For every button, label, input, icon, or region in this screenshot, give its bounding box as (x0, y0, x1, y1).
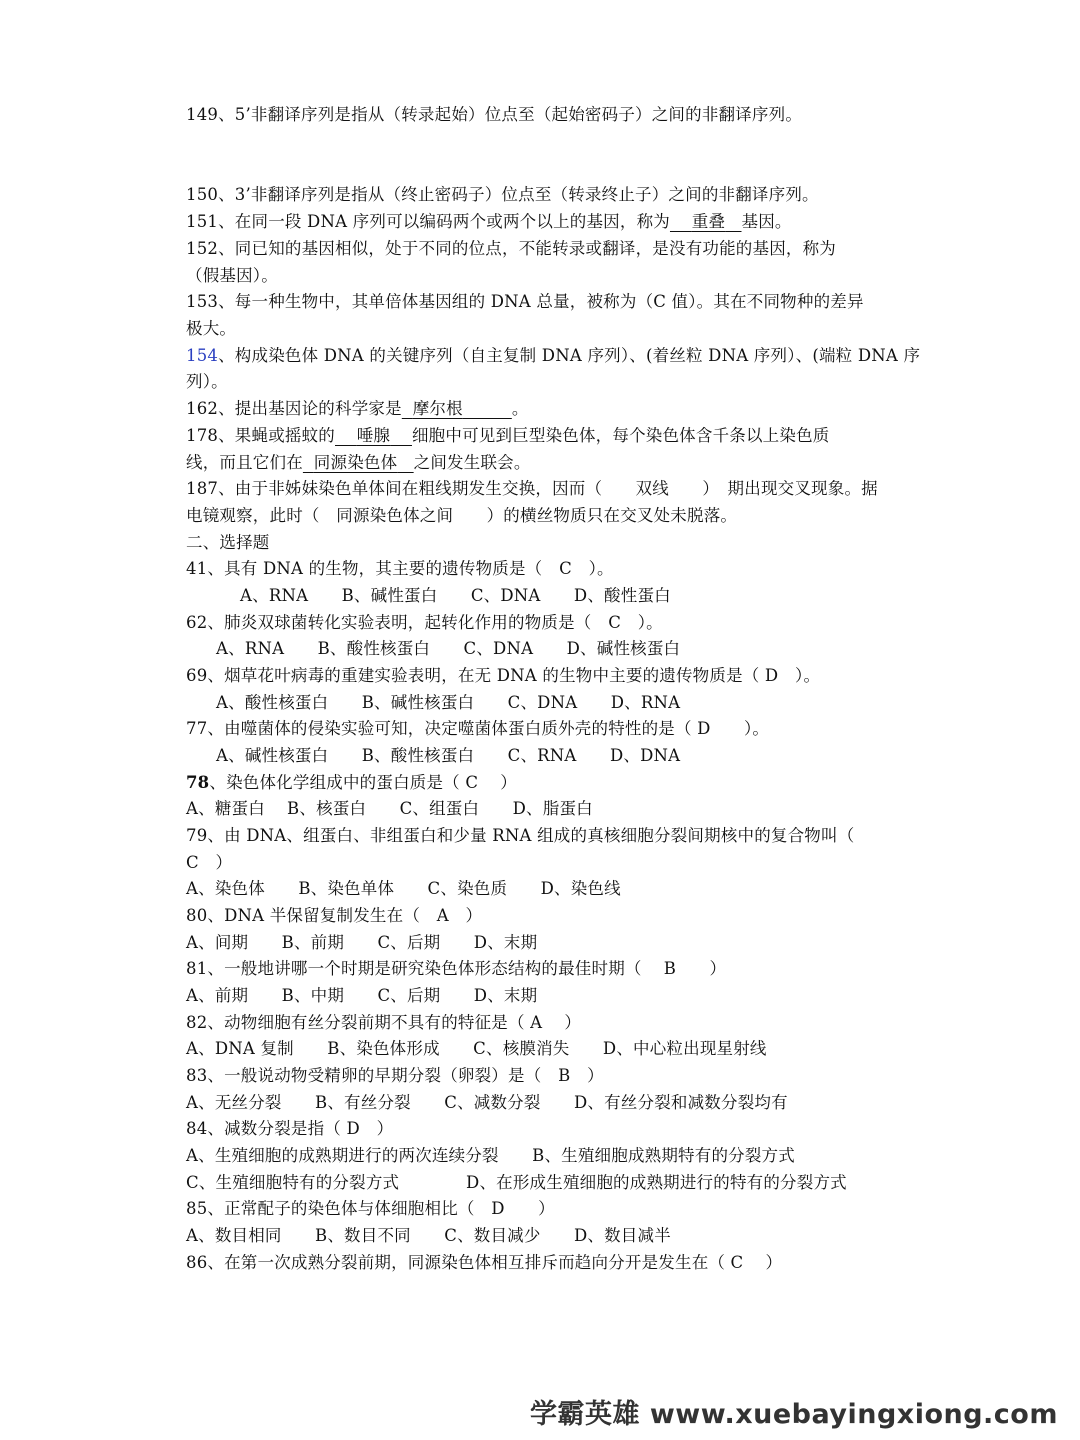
mc-question-80: 80、DNA 半保留复制发生在（ A ） (186, 906, 483, 925)
mc-options-62: A、RNA B、酸性核蛋白 C、DNA D、碱性核蛋白 (216, 639, 681, 658)
mc-question-77: 77、由噬菌体的侵染实验可知，决定噬菌体蛋白质外壳的特性的是（ D ）。 (186, 719, 770, 738)
fill-question-149: 149、5’非翻译序列是指从（转录起始）位点至（起始密码子）之间的非翻译序列。 (186, 105, 803, 124)
mc-question-81: 81、一般地讲哪一个时期是研究染色体形态结构的最佳时期（ B ） (186, 959, 727, 978)
question-number-154: 154 (186, 346, 219, 365)
mc-question-69: 69、烟草花叶病毒的重建实验表明，在无 DNA 的生物中主要的遗传物质是（ D ）。 (186, 666, 821, 685)
question-number-78: 78 (186, 773, 210, 792)
mc-options-85: A、数目相同 B、数目不同 C、数目减少 D、数目减半 (186, 1226, 671, 1245)
section-title: 二、选择题 (186, 533, 270, 552)
mc-question-84: 84、减数分裂是指（ D ） (186, 1119, 394, 1138)
fill-question-153-cont: 极大。 (186, 319, 237, 338)
fill-question-154: 154、构成染色体 DNA 的关键序列（自主复制 DNA 序列）、(着丝粒 DNA 序列）、(端粒 DNA 序 (186, 346, 921, 365)
mc-options-84-a: A、生殖细胞的成熟期进行的两次连续分裂 B、生殖细胞成熟期特有的分裂方式 (186, 1146, 795, 1165)
fill-question-178: 178、果蝇或摇蚊的 唾腺 细胞中可见到巨型染色体，每个染色体含千条以上染色质 (186, 426, 830, 445)
mc-options-41: A、RNA B、碱性蛋白 C、DNA D、酸性蛋白 (240, 586, 671, 605)
mc-question-86: 86、在第一次成熟分裂前期，同源染色体相互排斥而趋向分开是发生在（ C ） (186, 1253, 783, 1272)
answer-blank: 同源染色体 (313, 453, 398, 472)
mc-question-82: 82、动物细胞有丝分裂前期不具有的特征是（ A ） (186, 1013, 582, 1032)
fill-question-152-cont: （假基因）。 (186, 266, 278, 285)
answer-blank: 摩尔根 (412, 399, 463, 418)
mc-options-82: A、DNA 复制 B、染色体形成 C、核膜消失 D、中心粒出现星射线 (186, 1039, 767, 1058)
answer-blank: 重叠 (691, 212, 726, 231)
fill-question-162: 162、提出基因论的科学家是 摩尔根 。 (186, 399, 529, 418)
mc-options-69: A、酸性核蛋白 B、碱性核蛋白 C、DNA D、RNA (216, 693, 681, 712)
mc-options-81: A、前期 B、中期 C、后期 D、末期 (186, 986, 538, 1005)
mc-options-78: A、糖蛋白 B、核蛋白 C、组蛋白 D、脂蛋白 (186, 799, 593, 818)
mc-question-41: 41、具有 DNA 的生物，其主要的遗传物质是（ C ）。 (186, 559, 614, 578)
mc-options-84-b: C、生殖细胞特有的分裂方式 D、在形成生殖细胞的成熟期进行的特有的分裂方式 (186, 1173, 847, 1192)
fill-question-153: 153、每一种生物中，其单倍体基因组的 DNA 总量，被称为（C 值）。其在不同物种的差异 (186, 292, 864, 311)
fill-question-150: 150、3’非翻译序列是指从（终止密码子）位点至（转录终止子）之间的非翻译序列。 (186, 185, 819, 204)
fill-question-151: 151、在同一段 DNA 序列可以编码两个或两个以上的基因，称为 重叠 基因。 (186, 212, 792, 231)
mc-options-77: A、碱性核蛋白 B、酸性核蛋白 C、RNA D、DNA (216, 746, 681, 765)
fill-question-154-cont: 列）。 (186, 372, 228, 391)
mc-options-83: A、无丝分裂 B、有丝分裂 C、减数分裂 D、有丝分裂和减数分裂均有 (186, 1093, 788, 1112)
mc-question-85: 85、正常配子的染色体与体细胞相比（ D ） (186, 1199, 555, 1218)
answer-blank: 唾腺 (356, 426, 391, 445)
mc-question-79-cont: C ） (186, 853, 233, 872)
mc-question-78: 78、染色体化学组成中的蛋白质是（ C ） (186, 773, 517, 792)
mc-options-79: A、染色体 B、染色单体 C、染色质 D、染色线 (186, 879, 621, 898)
fill-question-187: 187、由于非姊妹染色单体间在粗线期发生交换，因而（ 双线 ） 期出现交叉现象。据 (186, 479, 878, 498)
mc-question-62: 62、肺炎双球菌转化实验表明，起转化作用的物质是（ C ）。 (186, 613, 663, 632)
mc-options-80: A、间期 B、前期 C、后期 D、末期 (186, 933, 538, 952)
mc-question-83: 83、一般说动物受精卵的早期分裂（卵裂）是（ B ） (186, 1066, 604, 1085)
fill-question-152: 152、同已知的基因相似，处于不同的位点，不能转录或翻译，是没有功能的基因，称为 (186, 239, 836, 258)
fill-question-178-cont: 线，而且它们在 同源染色体 之间发生联会。 (186, 453, 531, 472)
watermark: 学霸英雄 www.xuebayingxiong.com (529, 1399, 1058, 1430)
fill-question-187-cont: 电镜观察，此时（ 同源染色体之间 ）的横丝物质只在交叉处未脱落。 (186, 506, 738, 525)
mc-question-79: 79、由 DNA、组蛋白、非组蛋白和少量 RNA 组成的真核细胞分裂间期核中的复合物叫（ (186, 826, 855, 845)
